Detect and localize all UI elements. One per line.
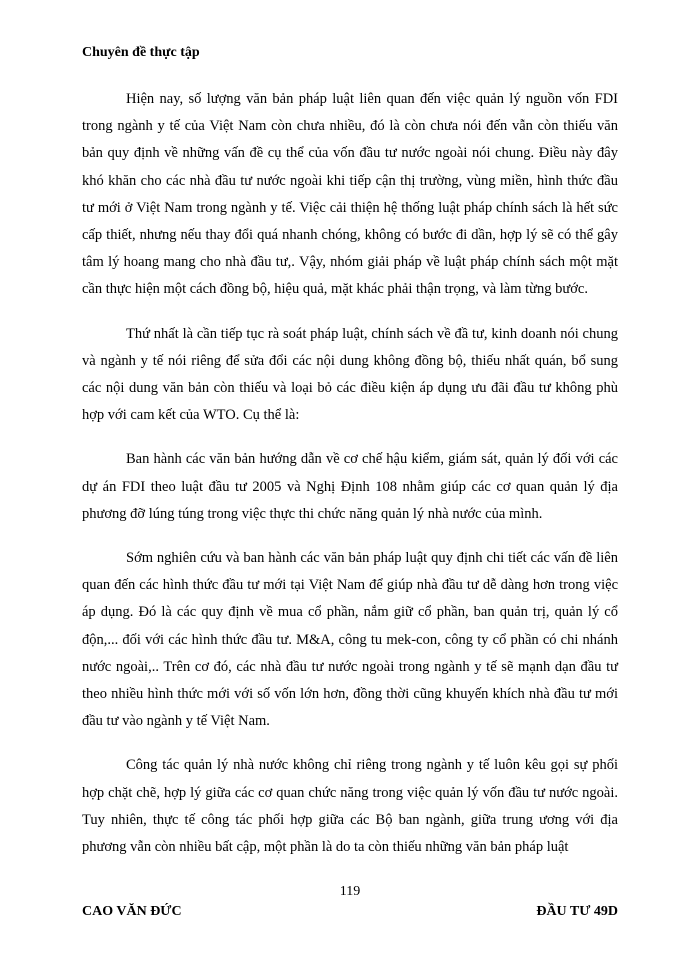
paragraph-2: Thứ nhất là cần tiếp tục rà soát pháp luật, chính sách về đầ tư, kinh doanh nói chung và ngành y tế nói riêng để sửa đổi các nội dung không đồng bộ, thiếu nhất quán, bổ sung các nội dung văn bản còn thiếu và loại bỏ các điều kiện áp dụng ưu đãi đầu tư không phù hợp với cam kết của WTO. Cụ thể là: <box>82 325 618 424</box>
footer-author: CAO VĂN ĐỨC <box>82 904 182 919</box>
document-header-title: Chuyên đề thực tập <box>82 45 200 60</box>
page-number: 119 <box>339 884 361 899</box>
paragraph-5: Công tác quản lý nhà nước không chỉ riêng trong ngành y tế luôn kêu gọi sự phối hợp chặt chẽ, hợp lý giữa các cơ quan chức năng trong việc quản lý vốn đầu tư nước ngoài. Tuy nhiên, thực tế công tác phối hợp giữa các Bộ ban ngành, giữa trung ương với địa phương vẫn còn nhiều bất cập, một phần là do ta còn thiếu những văn bản pháp luật <box>82 757 618 856</box>
footer-class: ĐẦU TƯ 49D <box>536 904 618 919</box>
paragraph-4: Sớm nghiên cứu và ban hành các văn bản pháp luật quy định chi tiết các vấn đề liên quan đến các hình thức đầu tư mới tại Việt Nam để giúp nhà đầu tư dễ dàng hơn trong việc áp dụng. Đó là các quy định về mua cổ phần, nắm giữ cổ phần, ban quản trị, quản lý cổ độn,... đối với các hình thức đầu tư. M&A, công tu mek-con, công ty cổ phần có chi nhánh nước ngoài,.. Trên cơ đó, các nhà đầu tư nước ngoài trong ngành y tế sẽ mạnh dạn đầu tư theo nhiều hình thức mới với số vốn lớn hơn, đồng thời cũng khuyến khích nhà đầu tư mới đầu tư vào ngành y tế Việt Nam. <box>82 550 618 730</box>
paragraph-3: Ban hành các văn bản hướng dẫn về cơ chế hậu kiểm, giám sát, quản lý đối với các dự án FDI theo luật đầu tư 2005 và Nghị Định 108 nhằm giúp các cơ quan quản lý địa phương đỡ lúng túng trong việc thực thi chức năng quản lý nhà nước của mình. <box>82 451 618 522</box>
paragraph-1: Hiện nay, số lượng văn bản pháp luật liên quan đến việc quản lý nguồn vốn FDI trong ngành y tế của Việt Nam còn chưa nhiều, đó là còn chưa nói đến vẫn còn thiếu văn bản quy định về những vấn đề cụ thể của vốn đầu tư nước ngoài nói chung. Điều này đây khó khăn cho các nhà đầu tư nước ngoài khi tiếp cận thị trường, vùng miền, hình thức đầu tư mới ở Việt Nam trong ngành y tế. Việc cải thiện hệ thống luật pháp chính sách là hết sức cấp thiết, nhưng nếu thay đổi quá nhanh chóng, không có bước đi dần, hợp lý sẽ có thể gây tâm lý hoang mang cho nhà đầu tư,. Vậy, nhóm giải pháp về luật pháp chính sách một mặt cần thực hiện một cách đồng bộ, hiệu quả, mặt khác phải thận trọng, và làm từng bước. <box>82 91 618 298</box>
document-body <box>82 86 618 878</box>
